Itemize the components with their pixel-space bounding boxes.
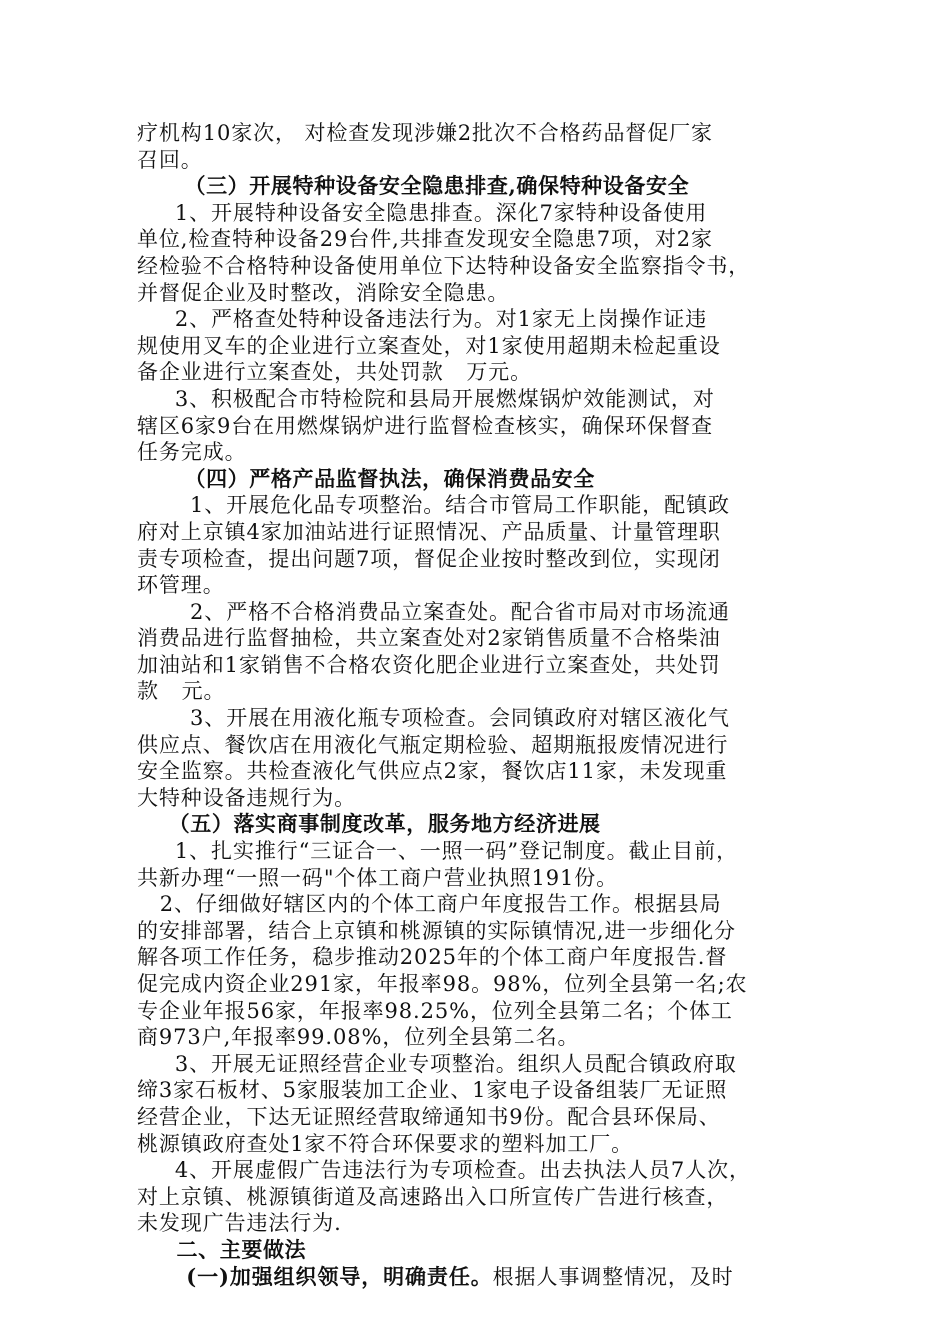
body-line: 责专项检查，提出问题7项，督促企业按时整改到位，实现闭 xyxy=(137,546,721,571)
body-line-last xyxy=(137,1264,813,1291)
body-line: 的安排部署，结合上京镇和桃源镇的实际镇情况,进一步细化分 xyxy=(137,918,736,943)
subsection-heading-inline: (一)加强组织领导，明确责任。 xyxy=(137,1263,493,1289)
body-text-run: 根据人事调整情况，及时 xyxy=(492,1264,734,1289)
body-line: 共新办理“一照一码"个体工商户营业执照191份。 xyxy=(137,865,619,890)
body-line: 桃源镇政府查处1家不符合环保要求的塑料加工厂。 xyxy=(137,1131,634,1156)
body-line: 3、开展在用液化瓶专项检查。会同镇政府对辖区液化气 xyxy=(137,706,730,731)
body-line: 大特种设备违规行为。 xyxy=(137,785,356,810)
body-line: 1、开展特种设备安全隐患排查。深化7家特种设备使用 xyxy=(137,200,708,225)
body-line: 任务完成。 xyxy=(137,440,247,465)
section-heading: （四）严格产品监督执法，确保消费品安全 xyxy=(137,465,595,491)
body-line: 商973户,年报率99.08%，位列全县第二名。 xyxy=(137,1025,580,1050)
body-line: 3、开展无证照经营企业专项整治。组织人员配合镇政府取 xyxy=(137,1051,737,1076)
body-line: 疗机构10家次， 对检查发现涉嫌2批次不合格药品督促厂家 xyxy=(137,121,713,145)
body-line: 消费品进行监督抽检，共立案查处对2家销售质量不合格柴油 xyxy=(137,626,721,651)
body-line: 辖区6家9台在用燃煤锅炉进行监督检查核实，确保环保督查 xyxy=(137,413,714,438)
body-line: 召回。 xyxy=(137,147,203,172)
body-line: 加油站和1家销售不合格农资化肥企业进行立案查处，共处罚 xyxy=(137,652,721,677)
body-line: 府对上京镇4家加油站进行证照情况、产品质量、计量管理职 xyxy=(137,519,721,544)
body-line: 4、开展虚假广告违法行为专项检查。出去执法人员7人次， xyxy=(137,1158,751,1183)
body-line: 促完成内资企业291家，年报率98。98%，位列全县第一名;农 xyxy=(137,972,748,996)
document-page xyxy=(137,120,813,1290)
body-line: 2、严格查处特种设备违法行为。对1家无上岗操作证违 xyxy=(137,307,708,332)
body-line: 3、积极配合市特检院和县局开展燃煤锅炉效能测试，对 xyxy=(137,386,715,411)
body-line: 专企业年报56家，年报率98.25%，位列全县第二名；个体工 xyxy=(137,998,733,1023)
section-heading: 二、主要做法 xyxy=(137,1236,307,1262)
body-line: 备企业进行立案查处，共处罚款 万元。 xyxy=(137,360,533,385)
body-line: 并督促企业及时整改，消除安全隐患。 xyxy=(137,280,510,305)
body-line: 经营企业，下达无证照经营取缔通知书9份。配合县环保局、 xyxy=(137,1104,721,1129)
body-line: 1、开展危化品专项整治。结合市管局工作职能，配镇政 xyxy=(137,493,730,518)
body-line: 规使用叉车的企业进行立案查处，对1家使用超期未检起重设 xyxy=(137,333,721,358)
section-heading: （三）开展特种设备安全隐患排查,确保特种设备安全 xyxy=(137,173,690,199)
body-line: 供应点、餐饮店在用液化气瓶定期检验、超期瓶报废情况进行 xyxy=(137,732,729,757)
body-line: 环管理。 xyxy=(137,573,225,598)
body-line: 2、仔细做好辖区内的个体工商户年度报告工作。根据县局 xyxy=(137,892,722,917)
section-heading: （五）落实商事制度改革，服务地方经济进展 xyxy=(137,811,601,837)
body-line: 对上京镇、桃源镇街道及高速路出入口所宣传广告进行核查， xyxy=(137,1184,729,1209)
body-line: 安全监察。共检查液化气供应点2家，餐饮店11家，未发现重 xyxy=(137,759,728,784)
body-line: 2、严格不合格消费品立案查处。配合省市局对市场流通 xyxy=(137,599,730,624)
body-line: 缔3家石板材、5家服装加工企业、1家电子设备组装厂无证照 xyxy=(137,1078,728,1103)
body-line: 经检验不合格特种设备使用单位下达特种设备安全监察指令书， xyxy=(137,253,751,278)
body-line: 1、扎实推行“三证合一、一照一码”登记制度。截止目前， xyxy=(137,839,739,864)
body-line: 未发现广告违法行为. xyxy=(137,1211,342,1236)
body-line: 款 元。 xyxy=(137,679,226,704)
body-line: 解各项工作任务，稳步推动2025年的个体工商户年度报告.督 xyxy=(137,945,728,970)
body-line: 单位,检查特种设备29台件,共排查发现安全隐患7项，对2家 xyxy=(137,227,713,252)
